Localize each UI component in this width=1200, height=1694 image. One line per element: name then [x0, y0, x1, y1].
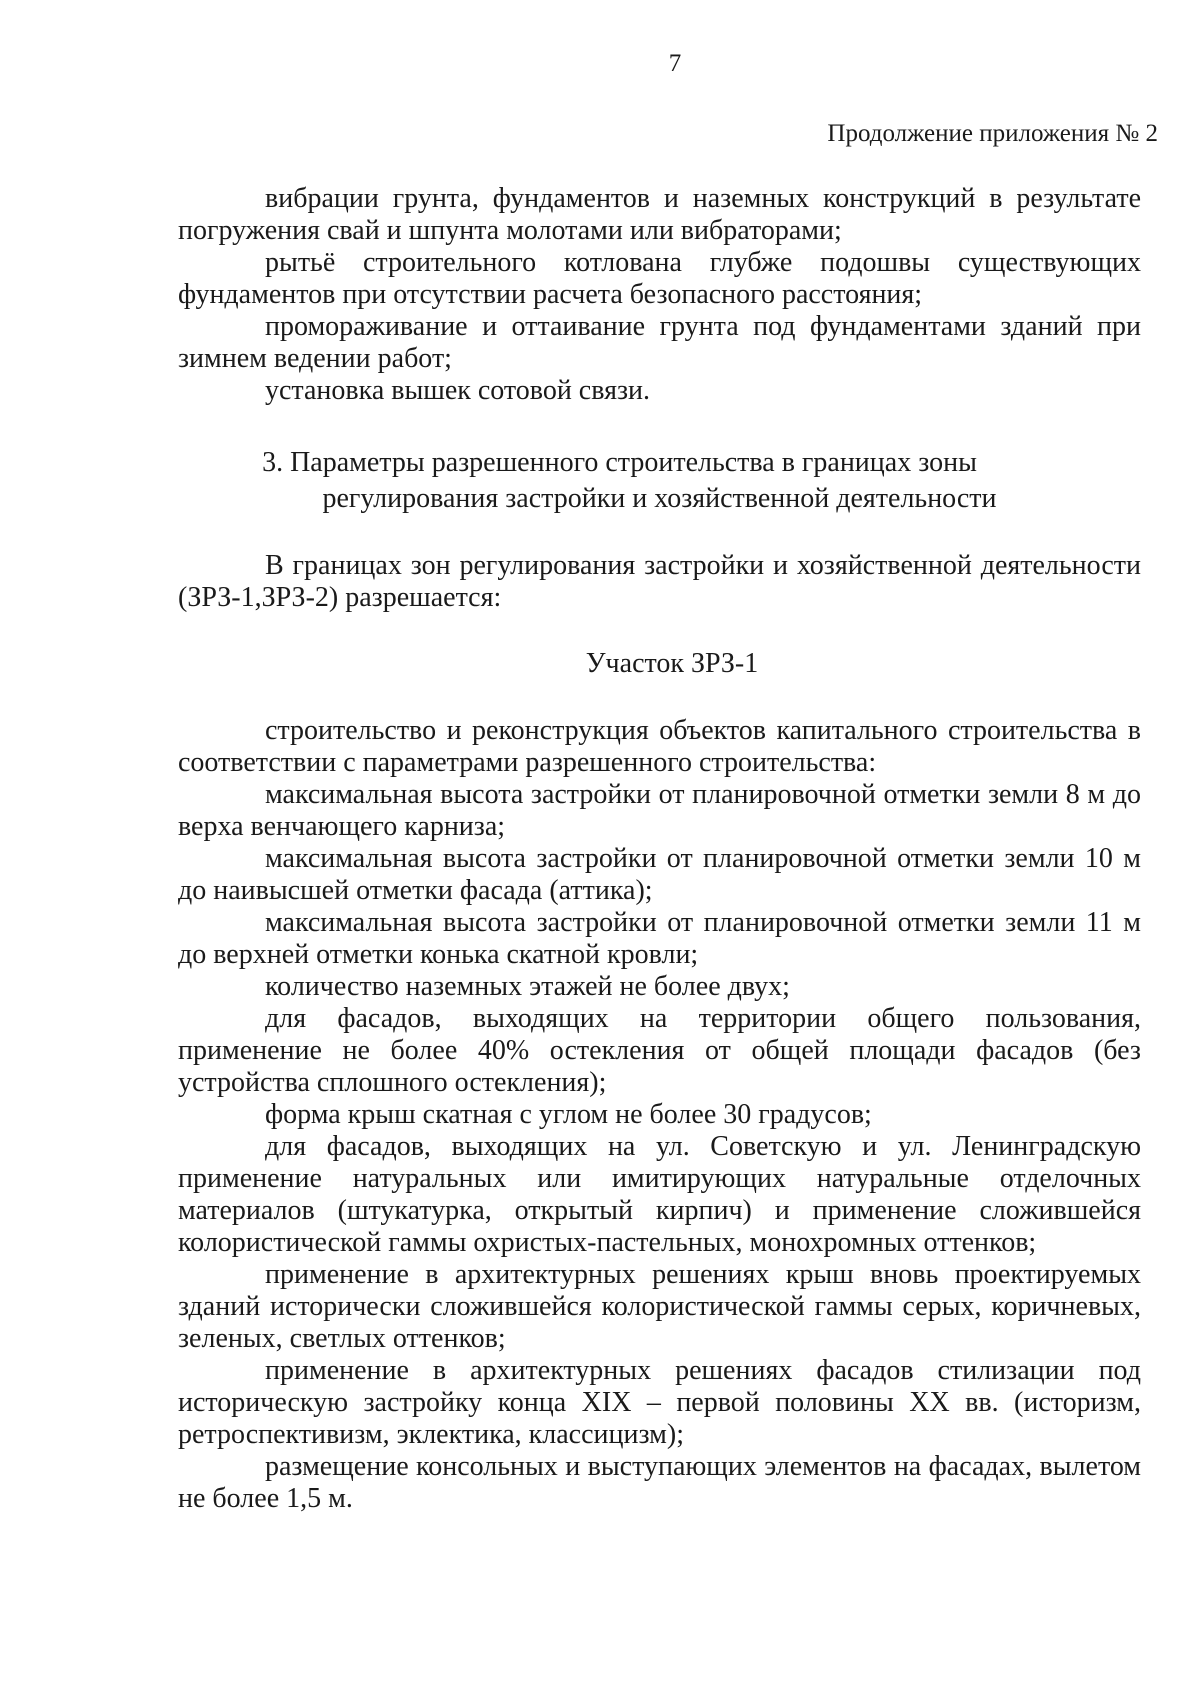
list-item: вибрации грунта, фундаментов и наземных конструкций в результате погружения свай и шпунта молотами или вибраторами; [178, 183, 1141, 246]
subsection-heading: Участок ЗРЗ-1 [585, 648, 759, 679]
list-item: максимальная высота застройки от планировочной отметки земли 10 м до наивысшей отметки фасада (аттика); [178, 843, 1141, 906]
list-item: промораживание и оттаивание грунта под фундаментами зданий при зимнем ведении работ; [178, 311, 1141, 374]
intro-text: В границах зон регулирования застройки и хозяйственной деятельности (ЗРЗ-1,ЗРЗ-2) разрешается: [178, 550, 1141, 613]
section-heading-line: регулирования застройки и хозяйственной деятельности [322, 483, 997, 514]
list-item: максимальная высота застройки от планировочной отметки земли 11 м до верхней отметки конька скатной кровли; [178, 907, 1141, 970]
list-item: для фасадов, выходящих на территории общего пользования, применение не более 40% остекления от общей площади фасадов (без устройства сплошного остекления); [178, 1003, 1141, 1098]
page-number: 7 [668, 50, 682, 77]
parameters-list [178, 715, 1141, 1515]
list-item: установка вышек сотовой связи. [265, 375, 651, 406]
list-item: применение в архитектурных решениях фасадов стилизации под историческую застройку конца XIX – первой половины XX вв. (историзм, ретроспективизм, эклектика, классицизм); [178, 1355, 1141, 1450]
list-item: для фасадов, выходящих на ул. Советскую и ул. Ленинградскую применение натуральных или имитирующих натуральные отделочных материалов (штукатурка, открытый кирпич) и применение сложившейся колористической гаммы охристых-пастельных, монохромных оттенков; [178, 1131, 1141, 1258]
list-item: максимальная высота застройки от планировочной отметки земли 8 м до верха венчающего карниза; [178, 779, 1141, 842]
section-heading-line: 3. Параметры разрешенного строительства в границах зоны [262, 447, 977, 478]
list-item: строительство и реконструкция объектов капитального строительства в соответствии с параметрами разрешенного строительства: [178, 715, 1141, 778]
list-item: рытьё строительного котлована глубже подошвы существующих фундаментов при отсутствии расчета безопасного расстояния; [178, 247, 1141, 310]
restrictions-list [178, 183, 1141, 407]
appendix-note: Продолжение приложения № 2 [827, 120, 1158, 147]
list-item: форма крыш скатная с углом не более 30 градусов; [265, 1099, 872, 1130]
list-item: применение в архитектурных решениях крыш вновь проектируемых зданий исторически сложившейся колористической гаммы серых, коричневых, зеленых, светлых оттенков; [178, 1259, 1141, 1354]
section-heading [178, 445, 1141, 517]
intro-paragraph [178, 550, 1141, 614]
list-item: размещение консольных и выступающих элементов на фасадах, вылетом не более 1,5 м. [178, 1451, 1141, 1514]
list-item: количество наземных этажей не более двух; [265, 971, 790, 1002]
